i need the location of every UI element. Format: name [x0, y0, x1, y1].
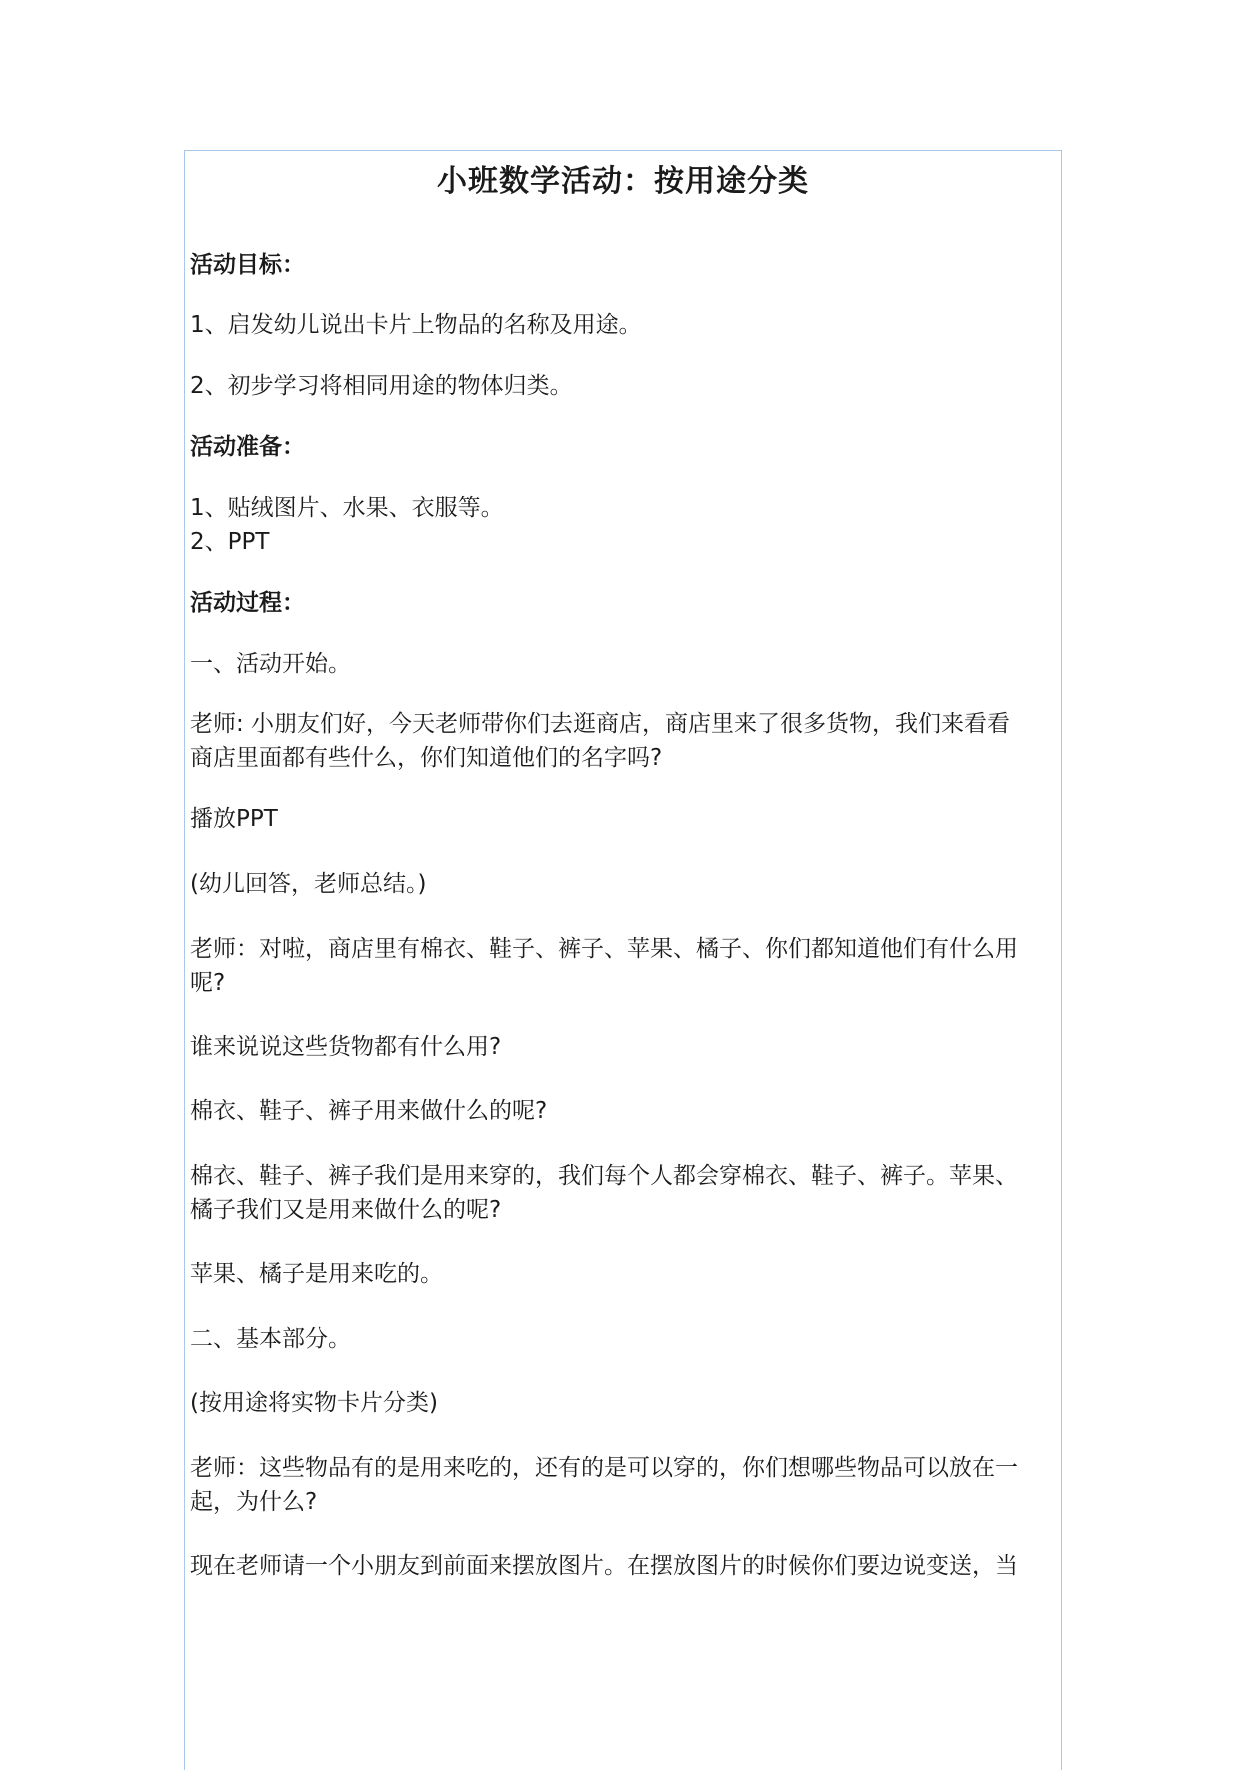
paragraph-line: 现在老师请一个小朋友到前面来摆放图片。在摆放图片的时候你们要边说变送，当: [190, 1553, 1018, 1579]
paragraph-line: 老师: 小朋友们好，今天老师带你们去逛商店，商店里来了很多货物，我们来看看: [190, 711, 1011, 737]
paragraph-line: 2、初步学习将相同用途的物体归类。: [190, 373, 573, 399]
paragraph-line: 二、基本部分。: [190, 1326, 351, 1352]
paragraph-line: 一、活动开始。: [190, 651, 351, 677]
document-title: 小班数学活动：按用途分类: [437, 164, 809, 199]
paragraph-line: 橘子我们又是用来做什么的呢?: [190, 1197, 502, 1223]
paragraph-line: 2、PPT: [190, 529, 270, 555]
paragraph-line: 苹果、橘子是用来吃的。: [190, 1261, 443, 1287]
paragraph-line: 1、启发幼儿说出卡片上物品的名称及用途。: [190, 312, 642, 338]
section-heading-preparation: 活动准备：: [190, 434, 305, 460]
paragraph-line: 棉衣、鞋子、裤子用来做什么的呢?: [190, 1098, 548, 1124]
section-heading-process: 活动过程：: [190, 590, 305, 616]
paragraph-line: 谁来说说这些货物都有什么用?: [190, 1034, 502, 1060]
paragraph-line: 呢?: [190, 970, 226, 996]
paragraph-line: 商店里面都有些什么，你们知道他们的名字吗?: [190, 745, 663, 771]
paragraph-line: 老师：这些物品有的是用来吃的，还有的是可以穿的，你们想哪些物品可以放在一: [190, 1455, 1018, 1481]
paragraph-line: 1、贴绒图片、水果、衣服等。: [190, 495, 504, 521]
paragraph-line: (幼儿回答，老师总结。): [190, 871, 427, 897]
paragraph-line: 起，为什么?: [190, 1489, 318, 1515]
paragraph-line: (按用途将实物卡片分类): [190, 1390, 438, 1416]
paragraph-line: 棉衣、鞋子、裤子我们是用来穿的，我们每个人都会穿棉衣、鞋子、裤子。苹果、: [190, 1163, 1018, 1189]
paragraph-line: 播放PPT: [190, 806, 278, 832]
paragraph-line: 老师：对啦，商店里有棉衣、鞋子、裤子、苹果、橘子、你们都知道他们有什么用: [190, 936, 1018, 962]
section-heading-goals: 活动目标：: [190, 252, 305, 278]
